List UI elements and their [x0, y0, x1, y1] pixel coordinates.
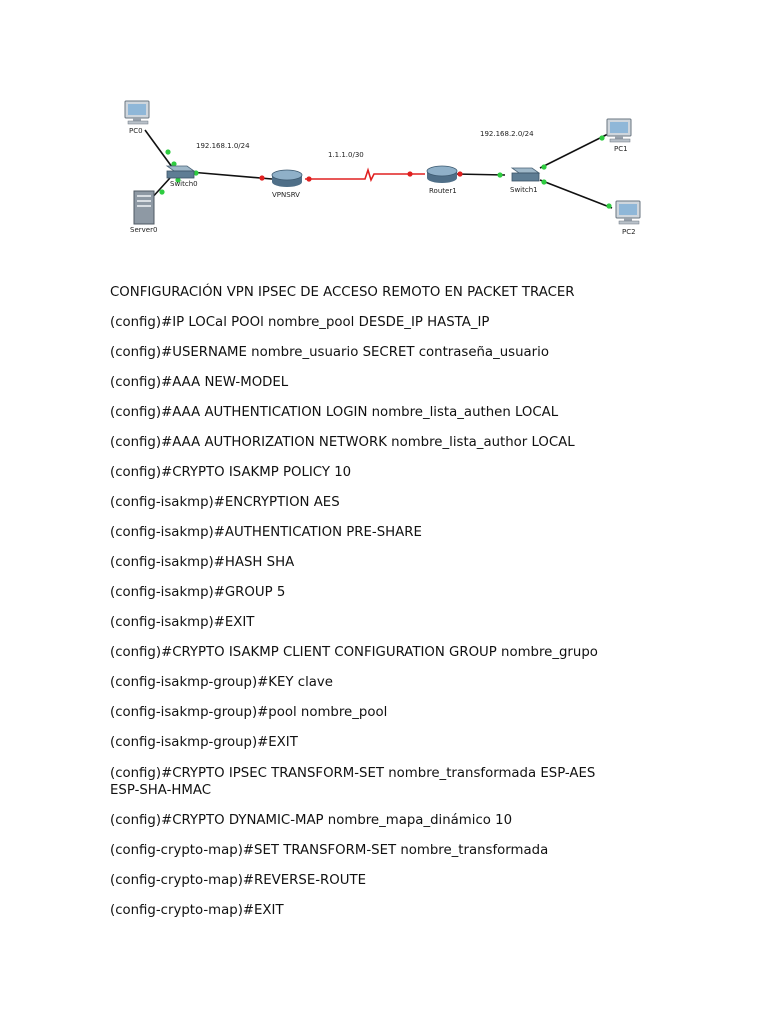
network-label-lan1: 192.168.1.0/24 — [196, 142, 250, 150]
config-line: (config)#CRYPTO ISAKMP CLIENT CONFIGURATION GROUP nombre_grupo — [110, 645, 598, 660]
link-status-dot — [606, 203, 611, 208]
router-icon — [272, 170, 302, 187]
config-line: (config)#CRYPTO DYNAMIC-MAP nombre_mapa_dinámico 10 — [110, 813, 513, 828]
link-status-dot — [159, 189, 164, 194]
link-switch1-pc1 — [540, 134, 608, 168]
link-status-dot — [541, 179, 546, 184]
device-label-vpnsrv: VPNSRV — [272, 191, 300, 199]
link-status-dot — [407, 171, 412, 176]
config-line: (config-isakmp)#AUTHENTICATION PRE-SHARE — [110, 525, 422, 540]
device-label-pc2: PC2 — [622, 228, 636, 236]
config-line: (config-isakmp-group)#EXIT — [110, 735, 298, 750]
pc-icon — [616, 201, 640, 224]
device-label-switch1: Switch1 — [510, 186, 538, 194]
pc-icon — [607, 119, 631, 142]
link-status-dot — [599, 135, 604, 140]
config-line: (config-crypto-map)#EXIT — [110, 903, 284, 918]
config-line: (config)#CRYPTO ISAKMP POLICY 10 — [110, 465, 352, 480]
device-label-switch0: Switch0 — [170, 180, 198, 188]
router-icon — [427, 166, 457, 183]
device-label-server0: Server0 — [130, 226, 158, 234]
device-label-pc1: PC1 — [614, 145, 628, 153]
link-switch1-pc2 — [540, 180, 612, 208]
network-label-lan2: 192.168.2.0/24 — [480, 130, 534, 138]
link-status-dot — [541, 164, 546, 169]
config-line: (config-isakmp)#EXIT — [110, 615, 255, 630]
network-label-wan: 1.1.1.0/30 — [328, 151, 364, 159]
link-status-dot — [457, 171, 462, 176]
config-line: (config-isakmp-group)#KEY clave — [110, 675, 333, 690]
config-line: (config)#AAA NEW-MODEL — [110, 375, 289, 390]
server-icon — [134, 191, 154, 224]
serial-link-vpnsrv-router1 — [305, 170, 425, 180]
config-line: (config)#USERNAME nombre_usuario SECRET contraseña_usuario — [110, 345, 549, 360]
config-line: (config)#AAA AUTHENTICATION LOGIN nombre_lista_authen LOCAL — [110, 405, 559, 420]
link-pc0-switch0 — [145, 130, 172, 167]
network-topology-diagram — [108, 92, 656, 248]
link-status-dot — [259, 175, 264, 180]
link-status-dot — [306, 176, 311, 181]
link-status-dot — [497, 172, 502, 177]
device-label-router1: Router1 — [429, 187, 457, 195]
device-label-pc0: PC0 — [129, 127, 143, 135]
config-line: (config-isakmp)#GROUP 5 — [110, 585, 286, 600]
config-line: (config)#IP LOCal POOl nombre_pool DESDE_IP HASTA_IP — [110, 315, 490, 330]
config-line: (config)#AAA AUTHORIZATION NETWORK nombre_lista_author LOCAL — [110, 435, 575, 450]
link-status-dot — [165, 149, 170, 154]
config-line: (config)#CRYPTO IPSEC TRANSFORM-SET nombre_transformada ESP-AES ESP-SHA-HMAC — [110, 766, 596, 798]
switch-icon — [512, 168, 539, 181]
config-line: (config-crypto-map)#SET TRANSFORM-SET nombre_transformada — [110, 843, 549, 858]
document-title: CONFIGURACIÓN VPN IPSEC DE ACCESO REMOTO EN PACKET TRACER — [110, 285, 575, 300]
config-line: (config-crypto-map)#REVERSE-ROUTE — [110, 873, 367, 888]
config-line: (config-isakmp-group)#pool nombre_pool — [110, 705, 388, 720]
switch-icon — [167, 166, 194, 178]
pc-icon — [125, 101, 149, 124]
config-line: (config-isakmp)#ENCRYPTION AES — [110, 495, 340, 510]
config-line: (config-isakmp)#HASH SHA — [110, 555, 295, 570]
